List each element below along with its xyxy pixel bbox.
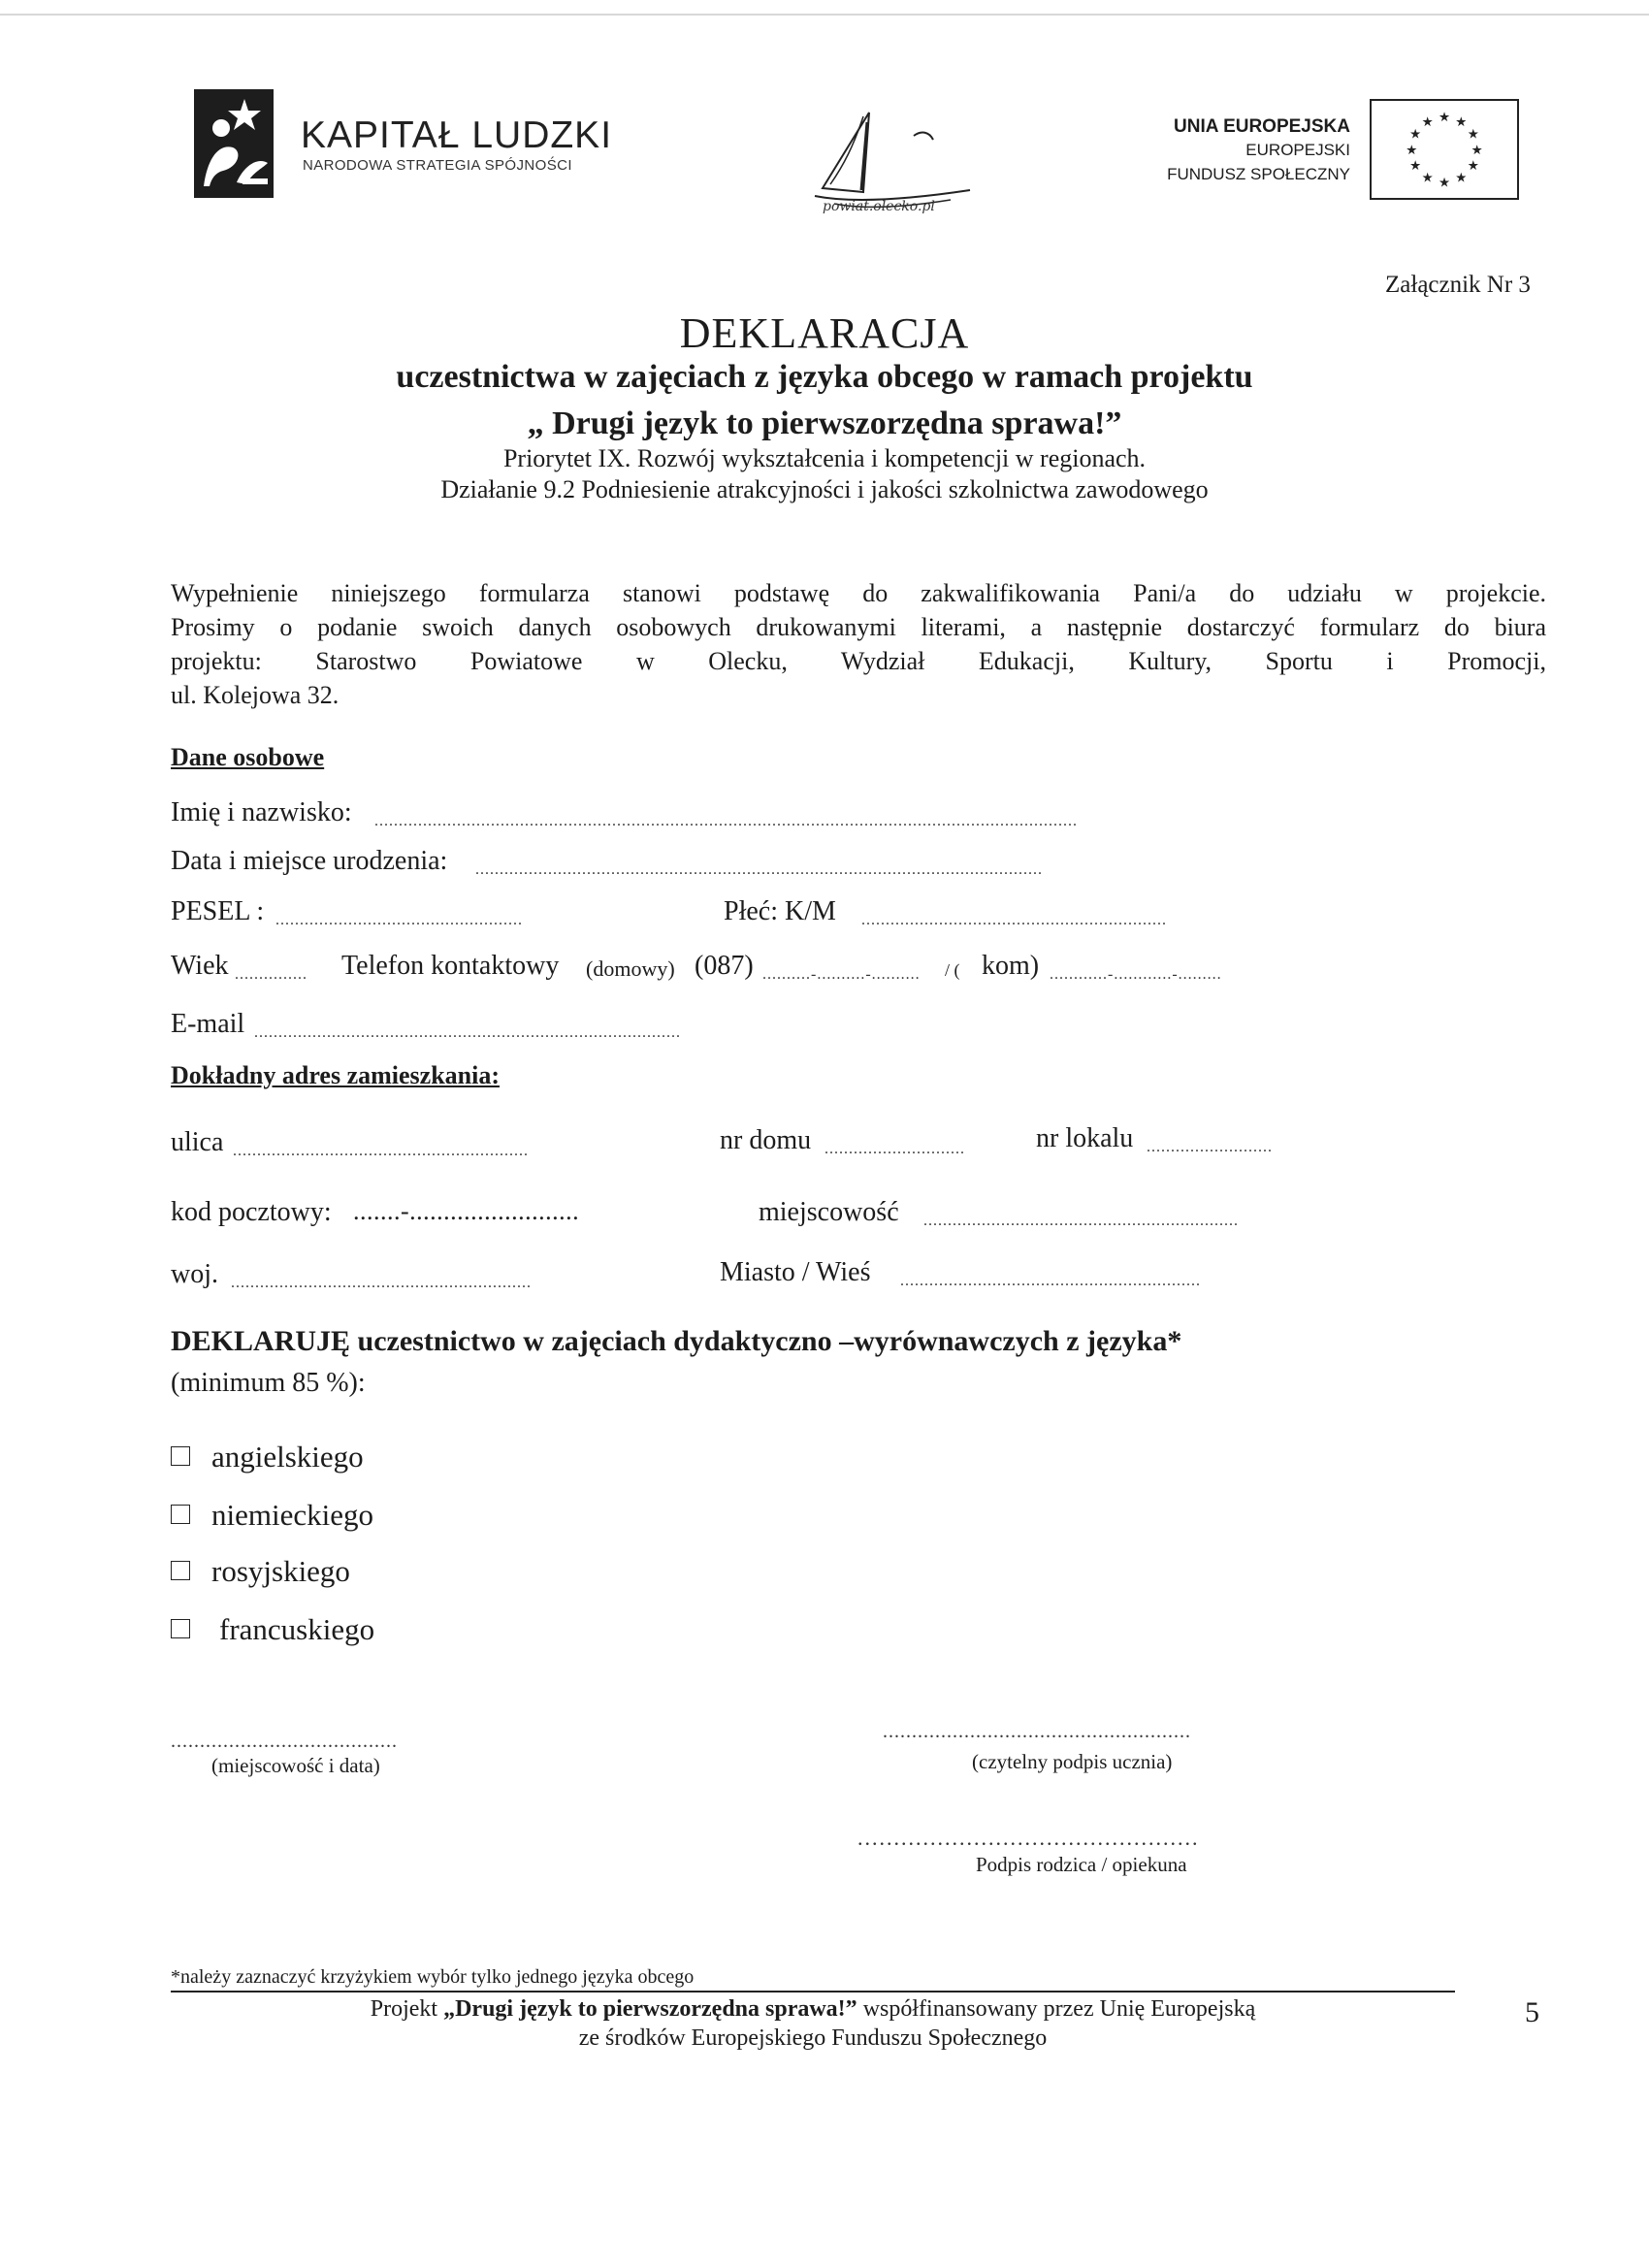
kapital-ludzki-subtitle: NARODOWA STRATEGIA SPÓJNOŚCI	[303, 157, 572, 174]
option-label-german: niemieckiego	[211, 1498, 373, 1532]
option-label-english: angielskiego	[211, 1440, 364, 1474]
checkbox-german[interactable]	[171, 1505, 190, 1524]
svg-text:★: ★	[1455, 114, 1468, 130]
ue-title: UNIA EUROPEJSKA	[1174, 116, 1350, 137]
city-village-label: Miasto / Wieś	[720, 1257, 871, 1287]
pesel-label: PESEL :	[171, 896, 265, 926]
place-date-field[interactable]: .......................................	[171, 1731, 398, 1752]
intro-line-4: ul. Kolejowa 32.	[171, 681, 340, 709]
flat-number-label: nr lokalu	[1036, 1123, 1134, 1153]
page-number: 5	[1525, 1996, 1539, 2028]
checkbox-english[interactable]	[171, 1446, 190, 1466]
svg-text:★: ★	[1409, 159, 1422, 175]
svg-text:★: ★	[1421, 171, 1434, 186]
age-field[interactable]: ...............	[235, 966, 307, 983]
scan-edge-line	[0, 14, 1649, 16]
parent-signature-field[interactable]: ...............................................	[857, 1826, 1200, 1850]
svg-text:★: ★	[1471, 143, 1483, 158]
svg-text:★: ★	[1438, 111, 1451, 126]
intro-line-1: Wypełnienie niniejszego formularza stanowi podstawę do zakwalifikowania Pani/a do udziału w projekcie.	[171, 579, 1546, 607]
intro-paragraph	[171, 576, 1546, 712]
option-label-russian: rosyjskiego	[211, 1554, 350, 1588]
intro-line-2: Prosimy o podanie swoich danych osobowych drukowanymi literami, a następnie dostarczyć formularz do biura	[171, 613, 1546, 641]
svg-text:★: ★	[1421, 114, 1434, 130]
place-date-label: (miejscowość i data)	[211, 1754, 380, 1777]
phone-mobile-label: kom)	[982, 951, 1040, 981]
age-label: Wiek	[171, 951, 229, 981]
voivodeship-label: woj.	[171, 1259, 218, 1289]
declaration-minimum: (minimum 85 %):	[171, 1368, 366, 1398]
birth-label: Data i miejsce urodzenia:	[171, 846, 448, 876]
phone-label: Telefon kontaktowy	[341, 951, 560, 981]
svg-text:★: ★	[1455, 171, 1468, 186]
declaration-heading: DEKLARUJĘ uczestnictwo w zajęciach dydaktyczno –wyrównawczych z języka*	[171, 1325, 1182, 1357]
street-label: ulica	[171, 1127, 224, 1157]
footer-project-name: „Drugi język to pierwszorzędna sprawa!”	[443, 1996, 857, 2022]
parent-signature-label: Podpis rodzica / opiekuna	[976, 1853, 1187, 1876]
project-name: „ Drugi język to pierwszorzędna sprawa!”	[527, 405, 1122, 441]
postal-code-field[interactable]: .......-.........................	[353, 1197, 580, 1225]
footer-funding: współfinansowany przez Unię Europejską	[857, 1996, 1256, 2022]
street-field[interactable]: .............................................................	[233, 1143, 529, 1159]
phone-separator: / (	[945, 960, 960, 980]
powiat-sailboat-logo-icon	[805, 107, 980, 213]
phone-home-label: (domowy)	[586, 956, 675, 981]
svg-text:★: ★	[1406, 143, 1418, 158]
checkbox-russian[interactable]	[171, 1561, 190, 1580]
sex-label: Płeć: K/M	[724, 896, 836, 926]
footnote: *należy zaznaczyć krzyżykiem wybór tylko jednego języka obcego	[171, 1966, 695, 1988]
town-field[interactable]: .................................................................	[923, 1213, 1239, 1229]
student-signature-label: (czytelny podpis ucznia)	[972, 1750, 1173, 1773]
language-option-english[interactable]	[171, 1440, 364, 1474]
language-option-german[interactable]	[171, 1498, 373, 1533]
ue-fund-line1: EUROPEJSKI	[1245, 141, 1350, 159]
option-label-french: francuskiego	[219, 1612, 375, 1646]
document-subtitle: uczestnictwa w zajęciach z języka obcego w ramach projektu	[396, 359, 1253, 395]
footer-line-1	[171, 1996, 1455, 2023]
kapital-ludzki-title: KAPITAŁ LUDZKI	[301, 114, 613, 156]
house-number-label: nr domu	[720, 1125, 812, 1155]
document-title: DEKLARACJA	[679, 309, 970, 357]
phone-area-code: (087)	[695, 951, 754, 981]
email-label: E-mail	[171, 1009, 245, 1039]
personal-data-heading: Dane osobowe	[171, 743, 325, 771]
name-field[interactable]: .................................................................................................................................................	[374, 813, 1078, 829]
pesel-field[interactable]: ...................................................	[275, 912, 523, 928]
city-village-field[interactable]: ..............................................................	[900, 1273, 1201, 1289]
footer-rule	[171, 1991, 1455, 1993]
sex-field[interactable]: ...............................................................	[861, 912, 1167, 928]
house-number-field[interactable]: .............................	[824, 1141, 965, 1157]
svg-text:★: ★	[1467, 127, 1479, 143]
language-option-french[interactable]	[171, 1612, 374, 1647]
footer-project-prefix: Projekt	[370, 1996, 444, 2022]
svg-text:★: ★	[1409, 127, 1422, 143]
svg-text:★: ★	[1438, 176, 1451, 191]
flat-number-field[interactable]: ..........................	[1147, 1139, 1273, 1155]
attachment-label: Załącznik Nr 3	[1385, 272, 1531, 298]
address-heading: Dokładny adres zamieszkania:	[171, 1061, 500, 1089]
powiat-url: powiat.olecko.pl	[823, 199, 935, 214]
phone-mobile-field[interactable]: ............-............-.........	[1050, 966, 1222, 983]
student-signature-field[interactable]: .....................................................	[883, 1721, 1191, 1742]
kapital-ludzki-logo-icon	[194, 89, 274, 198]
phone-home-field[interactable]: ..........-..........-..........	[762, 966, 921, 983]
language-option-russian[interactable]	[171, 1554, 350, 1589]
action-line: Działanie 9.2 Podniesienie atrakcyjności i jakości szkolnictwa zawodowego	[440, 475, 1209, 503]
town-label: miejscowość	[759, 1197, 899, 1227]
voivodeship-field[interactable]: ..............................................................	[231, 1275, 532, 1291]
ue-fund-line2: FUNDUSZ SPOŁECZNY	[1167, 165, 1350, 183]
intro-line-3: projektu: Starostwo Powiatowe w Olecku, Wydział Edukacji, Kultury, Sportu i Promocji,	[171, 647, 1546, 675]
birth-field[interactable]: .....................................................................................................................	[475, 861, 1043, 878]
email-field[interactable]: ........................................................................................	[254, 1024, 681, 1041]
eu-flag-icon	[1370, 99, 1519, 200]
postal-code-label: kod pocztowy:	[171, 1197, 332, 1227]
footer-line-2: ze środków Europejskiego Funduszu Społecznego	[578, 2025, 1048, 2051]
priority-line: Priorytet IX. Rozwój wykształcenia i kompetencji w regionach.	[502, 444, 1147, 472]
svg-text:★: ★	[1467, 159, 1479, 175]
checkbox-french[interactable]	[171, 1619, 190, 1638]
name-label: Imię i nazwisko:	[171, 797, 352, 827]
